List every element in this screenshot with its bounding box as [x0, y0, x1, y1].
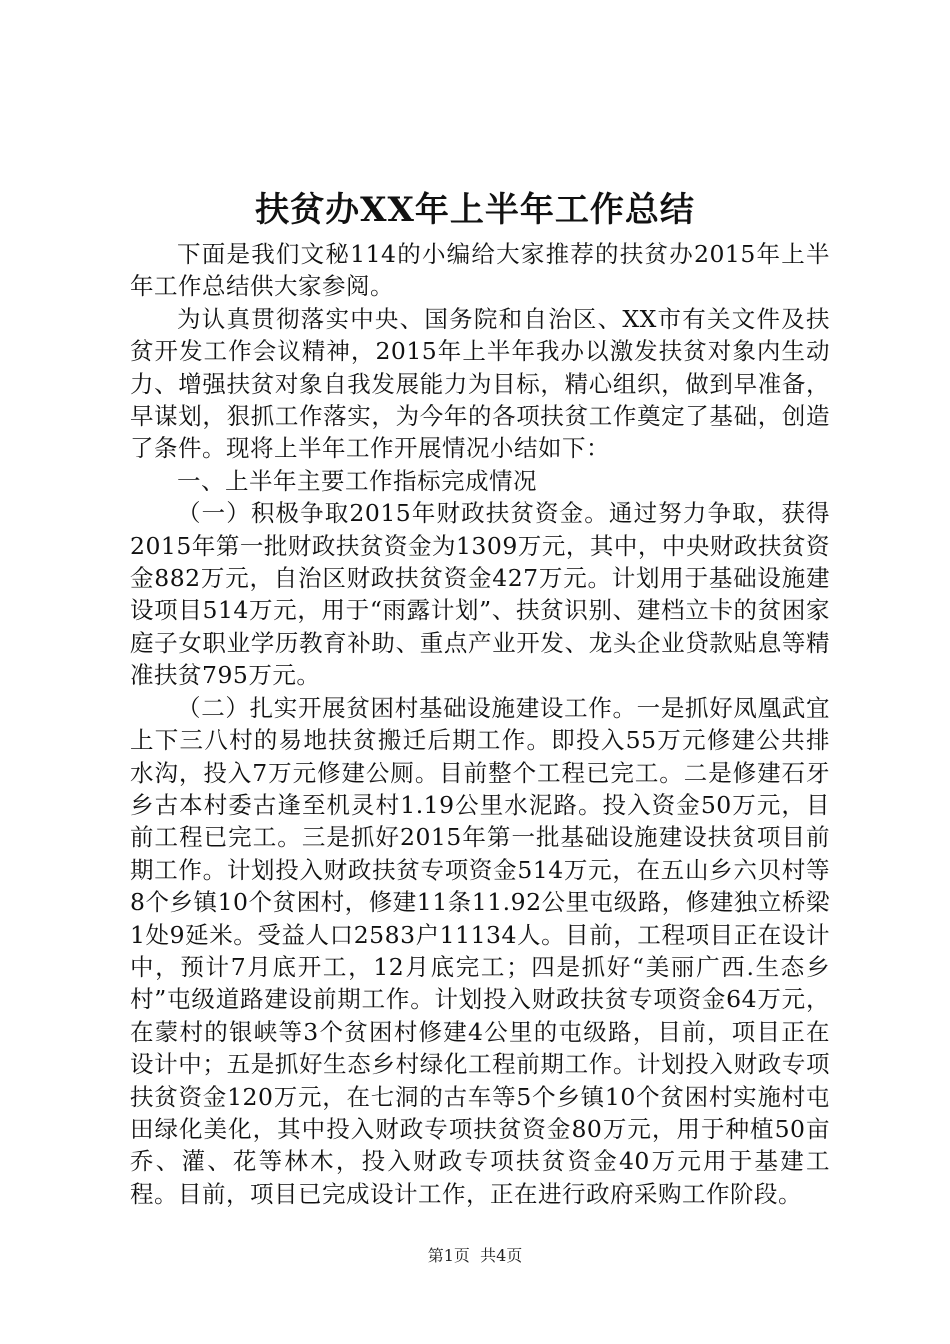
document-body	[130, 238, 830, 1210]
funding-paragraph: （一）积极争取2015年财政扶贫资金。通过努力争取，获得2015年第一批财政扶贫资金为1309万元，其中，中央财政扶贫资金882万元，自治区财政扶贫资金427万元。计划用于基础设施建设项目514万元，用于“雨露计划”、扶贫识别、建档立卡的贫困家庭子女职业学历教育补助、重点产业开发、龙头企业贷款贴息等精准扶贫795万元。	[130, 499, 830, 690]
document-title: 扶贫办XX年上半年工作总结	[255, 190, 695, 230]
page-number: 第1页	[427, 1246, 470, 1265]
intro-paragraph: 下面是我们文秘114的小编给大家推荐的扶贫办2015年上半年工作总结供大家参阅。	[130, 240, 830, 301]
page-footer	[0, 1244, 950, 1268]
section-heading: 一、上半年主要工作指标完成情况	[177, 466, 537, 495]
overview-paragraph: 为认真贯彻落实中央、国务院和自治区、XX市有关文件及扶贫开发工作会议精神，2015年上半年我办以激发扶贫对象内生动力、增强扶贫对象自我发展能力为目标，精心组织，做到早准备，早谋划，狠抓工作落实，为今年的各项扶贫工作奠定了基础，创造了条件。现将上半年工作开展情况小结如下：	[130, 304, 830, 463]
page-total: 共4页	[480, 1246, 523, 1265]
infrastructure-paragraph: （二）扎实开展贫困村基础设施建设工作。一是抓好凤凰武宜上下三八村的易地扶贫搬迁后期工作。即投入55万元修建公共排水沟，投入7万元修建公厕。目前整个工程已完工。二是修建石牙乡古本村委古逢至机灵村1.19公里水泥路。投入资金50万元，目前工程已完工。三是抓好2015年第一批基础设施建设扶贫项目前期工作。计划投入财政扶贫专项资金514万元，在五山乡六贝村等8个乡镇10个贫困村，修建11条11.92公里屯级路，修建独立桥梁1处9延米。受益人口2583户11134人。目前，工程项目正在设计中，预计7月底开工，12月底完工；四是抓好“美丽广西.生态乡村”屯级道路建设前期工作。计划投入财政扶贫专项资金64万元，在蒙村的银峡等3个贫困村修建4公里的屯级路，目前，项目正在设计中；五是抓好生态乡村绿化工程前期工作。计划投入财政专项扶贫资金120万元，在七洞的古车等5个乡镇10个贫困村实施村屯田绿化美化，其中投入财政专项扶贫资金80万元，用于种植50亩乔、灌、花等林木，投入财政专项扶贫资金40万元用于基建工程。目前，项目已完成设计工作，正在进行政府采购工作阶段。	[130, 693, 830, 1208]
